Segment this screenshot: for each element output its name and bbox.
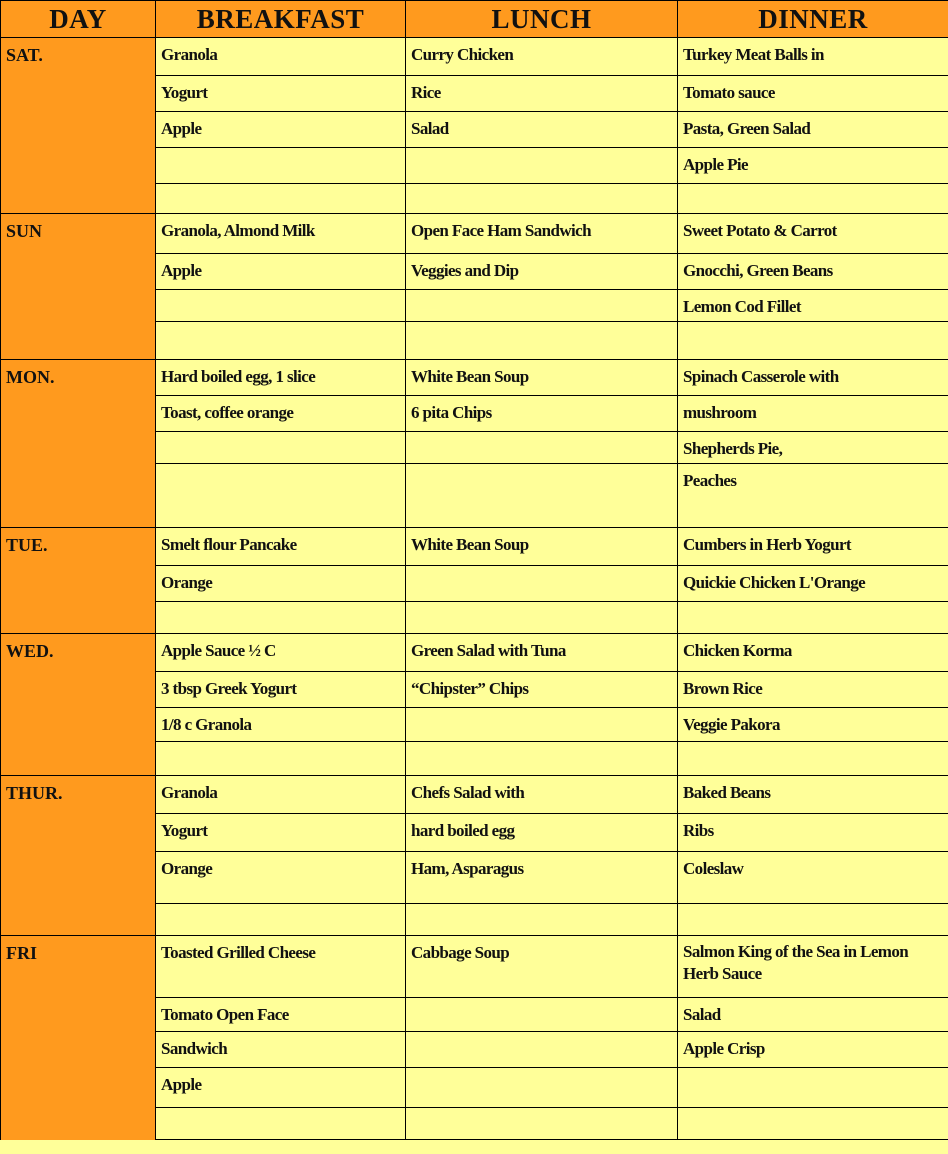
day-cell: SUN: [1, 214, 156, 254]
breakfast-cell: Tomato Open Face: [156, 998, 406, 1032]
lunch-cell: White Bean Soup: [406, 360, 678, 396]
table-row: [1, 708, 948, 742]
breakfast-cell: Apple Sauce ½ C: [156, 634, 406, 672]
day-cell: FRI: [1, 936, 156, 998]
breakfast-cell: Sandwich: [156, 1032, 406, 1068]
breakfast-cell: Yogurt: [156, 814, 406, 852]
dinner-cell: [678, 322, 948, 360]
day-cell: [1, 464, 156, 528]
table-row: [1, 322, 948, 360]
header-dinner: DINNER: [678, 1, 948, 38]
day-cell: [1, 290, 156, 322]
lunch-cell: White Bean Soup: [406, 528, 678, 566]
lunch-cell: hard boiled egg: [406, 814, 678, 852]
breakfast-cell: [156, 322, 406, 360]
table-row: [1, 634, 948, 672]
dinner-cell: Apple Crisp: [678, 1032, 948, 1068]
lunch-cell: Curry Chicken: [406, 38, 678, 76]
day-cell: [1, 1032, 156, 1068]
breakfast-cell: [156, 742, 406, 776]
day-cell: [1, 852, 156, 904]
breakfast-cell: Toasted Grilled Cheese: [156, 936, 406, 998]
lunch-cell: Open Face Ham Sandwich: [406, 214, 678, 254]
dinner-cell: [678, 602, 948, 634]
dinner-cell: mushroom: [678, 396, 948, 432]
lunch-cell: [406, 998, 678, 1032]
breakfast-cell: Granola, Almond Milk: [156, 214, 406, 254]
meal-plan-body: [1, 38, 948, 1140]
breakfast-cell: [156, 904, 406, 936]
lunch-cell: 6 pita Chips: [406, 396, 678, 432]
lunch-cell: [406, 1032, 678, 1068]
header-row: [1, 1, 948, 38]
dinner-cell: [678, 742, 948, 776]
table-row: [1, 148, 948, 184]
table-row: [1, 432, 948, 464]
dinner-cell: Cumbers in Herb Yogurt: [678, 528, 948, 566]
breakfast-cell: [156, 432, 406, 464]
lunch-cell: Green Salad with Tuna: [406, 634, 678, 672]
lunch-cell: [406, 708, 678, 742]
table-row: [1, 672, 948, 708]
day-cell: [1, 432, 156, 464]
breakfast-cell: 3 tbsp Greek Yogurt: [156, 672, 406, 708]
lunch-cell: [406, 290, 678, 322]
day-cell: MON.: [1, 360, 156, 396]
breakfast-cell: Toast, coffee orange: [156, 396, 406, 432]
day-cell: [1, 1108, 156, 1140]
day-cell: TUE.: [1, 528, 156, 566]
dinner-cell: Gnocchi, Green Beans: [678, 254, 948, 290]
lunch-cell: [406, 148, 678, 184]
dinner-cell: [678, 1108, 948, 1140]
dinner-cell: Chicken Korma: [678, 634, 948, 672]
table-row: [1, 528, 948, 566]
dinner-cell: Peaches: [678, 464, 948, 528]
lunch-cell: Ham, Asparagus: [406, 852, 678, 904]
table-row: [1, 290, 948, 322]
day-cell: [1, 814, 156, 852]
breakfast-cell: [156, 184, 406, 214]
dinner-cell: Pasta, Green Salad: [678, 112, 948, 148]
table-row: [1, 742, 948, 776]
day-cell: [1, 184, 156, 214]
header-lunch: LUNCH: [406, 1, 678, 38]
breakfast-cell: Hard boiled egg, 1 slice: [156, 360, 406, 396]
table-row: [1, 904, 948, 936]
table-row: [1, 1068, 948, 1108]
table-row: [1, 464, 948, 528]
lunch-cell: [406, 1108, 678, 1140]
dinner-cell: Lemon Cod Fillet: [678, 290, 948, 322]
table-row: [1, 112, 948, 148]
table-row: [1, 76, 948, 112]
dinner-cell: Shepherds Pie,: [678, 432, 948, 464]
table-row: [1, 184, 948, 214]
dinner-cell: Tomato sauce: [678, 76, 948, 112]
table-row: [1, 360, 948, 396]
day-cell: [1, 602, 156, 634]
lunch-cell: [406, 322, 678, 360]
breakfast-cell: Apple: [156, 112, 406, 148]
dinner-cell: Turkey Meat Balls in: [678, 38, 948, 76]
table-row: [1, 566, 948, 602]
dinner-cell: Salad: [678, 998, 948, 1032]
dinner-cell: Apple Pie: [678, 148, 948, 184]
lunch-cell: Salad: [406, 112, 678, 148]
day-cell: [1, 76, 156, 112]
dinner-cell: Coleslaw: [678, 852, 948, 904]
lunch-cell: “Chipster” Chips: [406, 672, 678, 708]
lunch-cell: [406, 904, 678, 936]
breakfast-cell: Granola: [156, 776, 406, 814]
day-cell: [1, 148, 156, 184]
breakfast-cell: [156, 464, 406, 528]
breakfast-cell: [156, 1108, 406, 1140]
dinner-cell: Brown Rice: [678, 672, 948, 708]
breakfast-cell: Yogurt: [156, 76, 406, 112]
dinner-cell: [678, 184, 948, 214]
day-cell: [1, 396, 156, 432]
lunch-cell: [406, 432, 678, 464]
day-cell: [1, 708, 156, 742]
table-row: [1, 214, 948, 254]
breakfast-cell: [156, 290, 406, 322]
dinner-cell: Spinach Casserole with: [678, 360, 948, 396]
lunch-cell: [406, 566, 678, 602]
lunch-cell: Veggies and Dip: [406, 254, 678, 290]
lunch-cell: [406, 464, 678, 528]
table-row: [1, 254, 948, 290]
day-cell: [1, 742, 156, 776]
dinner-cell: Quickie Chicken L'Orange: [678, 566, 948, 602]
header-day: DAY: [1, 1, 156, 38]
lunch-cell: Cabbage Soup: [406, 936, 678, 998]
dinner-cell: [678, 904, 948, 936]
dinner-cell: Ribs: [678, 814, 948, 852]
day-cell: [1, 998, 156, 1032]
breakfast-cell: 1/8 c Granola: [156, 708, 406, 742]
dinner-cell: Sweet Potato & Carrot: [678, 214, 948, 254]
dinner-cell: Baked Beans: [678, 776, 948, 814]
day-cell: [1, 112, 156, 148]
day-cell: THUR.: [1, 776, 156, 814]
table-row: [1, 852, 948, 904]
day-cell: [1, 672, 156, 708]
table-row: [1, 602, 948, 634]
table-row: [1, 1108, 948, 1140]
dinner-cell: Veggie Pakora: [678, 708, 948, 742]
dinner-cell: Salmon King of the Sea in Lemon Herb Sauce: [678, 936, 948, 998]
lunch-cell: Rice: [406, 76, 678, 112]
lunch-cell: Chefs Salad with: [406, 776, 678, 814]
header-breakfast: BREAKFAST: [156, 1, 406, 38]
day-cell: SAT.: [1, 38, 156, 76]
breakfast-cell: Apple: [156, 1068, 406, 1108]
table-row: [1, 396, 948, 432]
day-cell: [1, 904, 156, 936]
day-cell: [1, 322, 156, 360]
lunch-cell: [406, 1068, 678, 1108]
day-cell: WED.: [1, 634, 156, 672]
breakfast-cell: Smelt flour Pancake: [156, 528, 406, 566]
table-row: [1, 936, 948, 998]
breakfast-cell: [156, 148, 406, 184]
table-row: [1, 1032, 948, 1068]
dinner-cell: [678, 1068, 948, 1108]
table-row: [1, 38, 948, 76]
day-cell: [1, 254, 156, 290]
lunch-cell: [406, 184, 678, 214]
lunch-cell: [406, 742, 678, 776]
lunch-cell: [406, 602, 678, 634]
table-row: [1, 776, 948, 814]
breakfast-cell: Granola: [156, 38, 406, 76]
day-cell: [1, 1068, 156, 1108]
breakfast-cell: Apple: [156, 254, 406, 290]
table-row: [1, 814, 948, 852]
breakfast-cell: [156, 602, 406, 634]
table-row: [1, 998, 948, 1032]
breakfast-cell: Orange: [156, 852, 406, 904]
day-cell: [1, 566, 156, 602]
breakfast-cell: Orange: [156, 566, 406, 602]
